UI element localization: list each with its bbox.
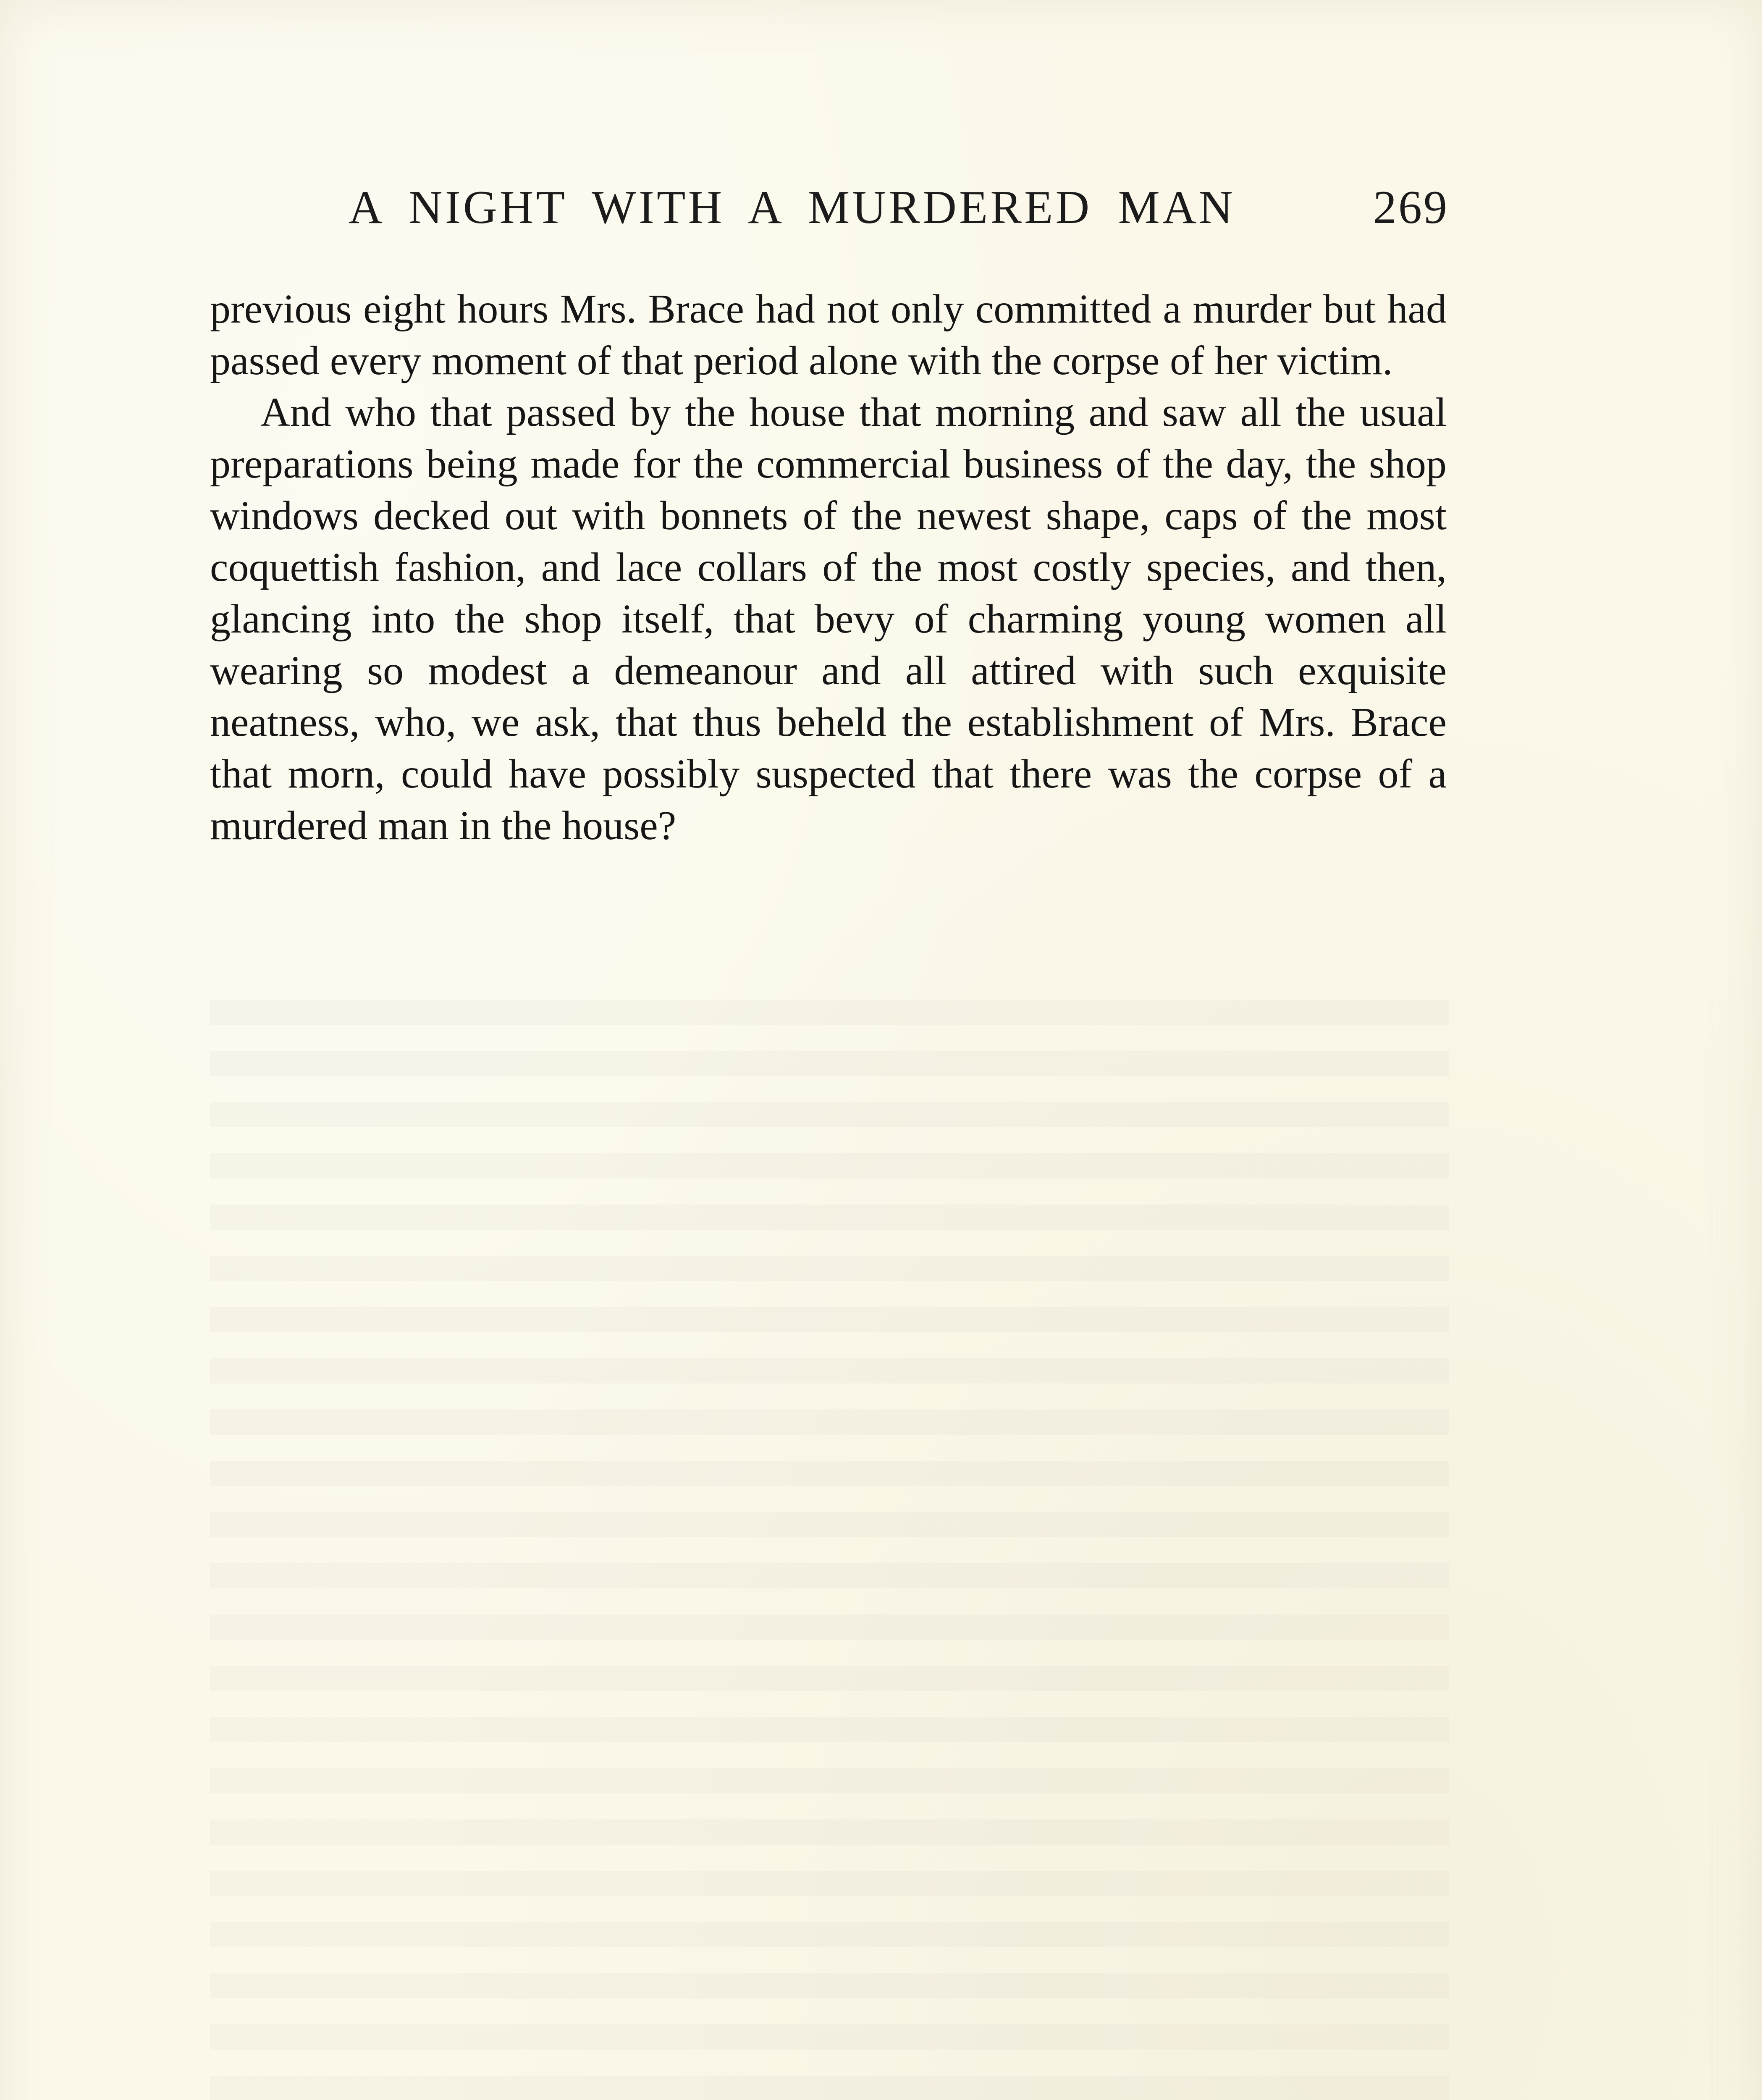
body-text: [210, 284, 1447, 852]
running-header: [210, 181, 1449, 244]
show-through-texture: [210, 1000, 1449, 2100]
running-title: A NIGHT WITH A MURDERED MAN: [349, 181, 1235, 234]
page-number: 269: [1373, 181, 1449, 234]
paragraph-continued: previous eight hours Mrs. Brace had not only committed a murder but had passed every moment of that period alone with the corpse of her victim.: [210, 286, 1447, 383]
paragraph: And who that passed by the house that morning and saw all the usual preparations being made for the commercial business of the day, the shop windows decked out with bonnets of the newest shape, caps of the most coquettish fashion, and lace collars of the most costly species, and then, glancing into the shop itself, that bevy of charming young women all wearing so modest a demeanour and all attired with such exquisite neatness, who, we ask, that thus beheld the establishment of Mrs. Brace that morn, could have possibly suspected that there was the corpse of a murdered man in the house?: [210, 390, 1447, 848]
